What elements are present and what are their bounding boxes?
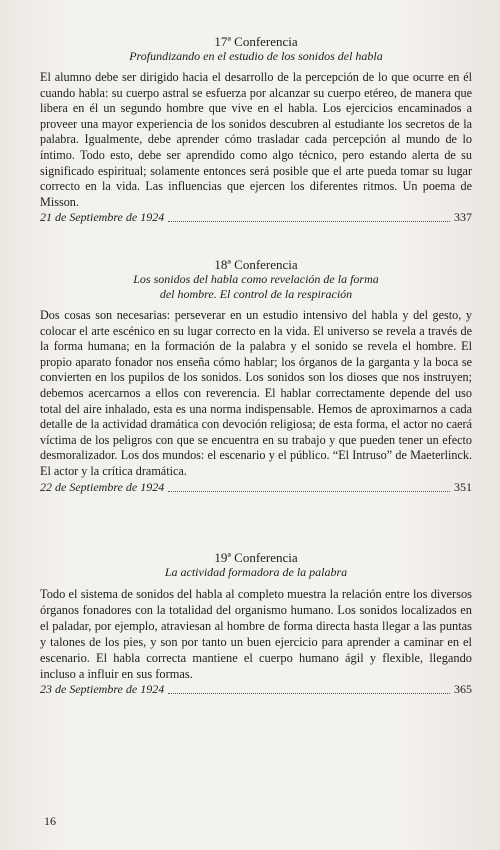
lecture-18-section [40, 257, 472, 495]
toc-entry [40, 210, 472, 225]
lecture-subtitle: Profundizando en el estudio de los sonidos del habla [129, 49, 383, 63]
lecture-date: 21 de Septiembre de 1924 [40, 210, 165, 225]
lecture-17-section [40, 34, 472, 225]
dot-leader [168, 491, 450, 492]
lecture-date: 22 de Septiembre de 1924 [40, 479, 165, 494]
dot-leader [168, 693, 450, 694]
lecture-subtitle: Los sonidos del habla como revelación de la forma [133, 272, 379, 286]
lecture-summary: Dos cosas son necesarias: perseverar en un estudio intensivo del habla y del gesto, y colocar el arte escénico en su lugar correcto en la vida. El universo se revela a través de la forma humana; en la formación de la palabra y el sonido se revela el hombre. El propio aparato fonador nos enseña cómo hablar; los órganos de la garganta y la boca se convierten en los pupilos de los sonidos. Los sonidos son los dioses que nos instruyen; debemos acercarnos a ellos con reverencia. El hablar correctamente depende del uso total del aire inhalado, esta es una norma indispensable. Hemos de aproximarnos a cada detalle de la actividad dramática con devoción religiosa; de esta forma, el actor no caerá víctima de los peligros con que se encuentra en su trabajo y que pueden tener un efecto desmoralizador. Los dos mundos: el escenario y el público. “El Intruso” de Maeterlinck. El actor y la crítica dramática. [40, 308, 472, 478]
lecture-heading: 18ª Conferencia [214, 257, 298, 272]
lecture-date: 23 de Septiembre de 1924 [40, 682, 165, 696]
lecture-subtitle: del hombre. El control de la respiración [159, 287, 353, 301]
toc-entry [40, 480, 472, 495]
page-reference: 337 [454, 210, 472, 225]
lecture-heading: 17ª Conferencia [214, 34, 298, 49]
lecture-subtitle: La actividad formadora de la palabra [164, 565, 348, 579]
lecture-summary: Todo el sistema de sonidos del habla al completo muestra la relación entre los diversos órganos fonadores con la totalidad del organismo humano. Los sonidos localizados en el paladar, por ejemplo, atraviesan al hombre de forma directa hasta llegar a las puntas y talones de los pies, y son por tanto un buen ejercicio para aprender a caminar en el escenario. El habla correcta mantiene el cuerpo humano ágil y flexible, llegando incluso a influir en sus formas. [40, 587, 472, 681]
page-reference: 365 [454, 682, 472, 696]
lecture-19-section [40, 550, 472, 697]
lecture-summary: El alumno debe ser dirigido hacia el desarrollo de la percepción de lo que ocurre en él cuando habla: su cuerpo astral se esfuerza por alcanzar su cuerpo etéreo, de manera que libera en él un segundo hombre que vive en el habla. Los ejercicios encaminados a proveer una mayor experiencia de los sonidos descubren al estudiante los secretos de la palabra. Igualmente, debe aprender cómo trasladar cada percepción al mundo de lo íntimo. Todo esto, debe ser aprendido como algo técnico, pero estando alerta de su significado espiritual; solamente entonces será posible que el arte pueda tomar su lugar correcto en la vida. Las influencias que ejercen los diferentes ritmos. Un poema de Misson. [40, 70, 472, 209]
lecture-heading: 19ª Conferencia [214, 550, 298, 565]
page-number: 16 [44, 814, 56, 828]
page-reference: 351 [454, 479, 472, 494]
dot-leader [168, 221, 450, 222]
toc-entry [40, 682, 472, 697]
